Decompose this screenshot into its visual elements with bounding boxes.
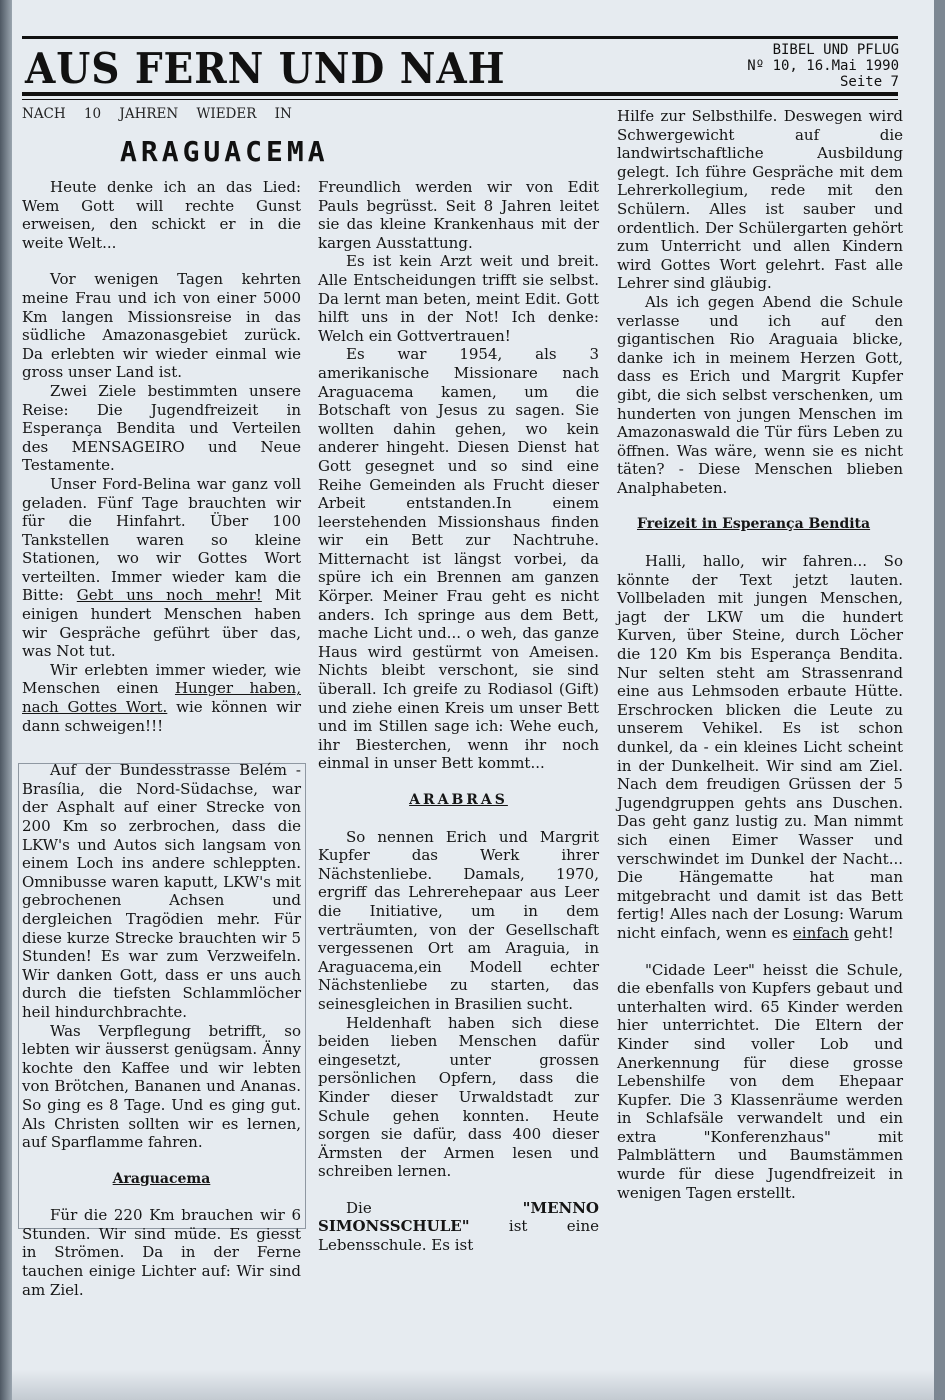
article-headline: ARAGUACEMA bbox=[120, 135, 329, 168]
paragraph: Freundlich werden wir von Edit Pauls begrüsst. Seit 8 Jahren leitet sie das kleine Krankenhaus mit der kargen Ausstattung. bbox=[318, 178, 599, 252]
paragraph: Die "MENNO SIMONSSCHULE" ist eine Lebensschule. Es ist bbox=[318, 1198, 599, 1255]
paragraph: Hilfe zur Selbsthilfe. Deswegen wird Schwergewicht auf die landwirtschaftliche Ausbildung gelegt. Ich führe Gespräche mit dem Lehrerkollegium, rede mit den Schülern. Alles ist sauber und ordentlich. Der Schülergarten gehört zum Unterricht und allen Kindern wird Gottes Wort gelehrt. Fast alle Lehrer sind gläubig. bbox=[617, 107, 903, 293]
paragraph: Was Verpflegung betrifft, so lebten wir äusserst genügsam. Änny kochte den Kaffee und wir lebten von Brötchen, Bananen und Ananas. So ging es 8 Tage. Und es ging gut. Als Christen sollten wir es lernen, auf Sparflamme fahren. bbox=[22, 1021, 301, 1152]
publication-name: BIBEL UND PFLUG bbox=[772, 42, 899, 58]
page-bottom-shadow bbox=[12, 1370, 934, 1400]
paragraph: Wir erlebten immer wieder, wie Menschen einen Hunger haben, nach Gottes Wort. wie können wir dann schweigen!!! bbox=[22, 660, 302, 735]
issue-info: Nº 10, 16.Mai 1990 bbox=[747, 58, 899, 74]
page-number: Seite 7 bbox=[839, 74, 899, 90]
article-column-2 bbox=[318, 178, 599, 1255]
article-column-3 bbox=[617, 107, 903, 1202]
subheading-arabras: ARABRAS bbox=[409, 792, 508, 808]
paragraph: Es war 1954, als 3 amerikanische Missionare nach Araguacema kamen, um die Botschaft von Jesus zu sagen. Sie wollten dahin gehen, wo kein anderer hingeht. Diesen Dienst hat Gott gesegnet und so sind eine Reihe Gemeinden als Frucht dieser Arbeit entstanden.In einem leerstehenden Missionshaus finden wir ein Bett zur Nachtruhe. Mitternacht ist längst vorbei, da spüre ich ein Brennen am ganzen Körper. Meiner Frau geht es nicht anders. Ich springe aus dem Bett, mache Licht und... o weh, das ganze Haus wird gestürmt von Ameisen. Nichts bleibt verschont, sie sind überall. Ich greife zu Rodiasol (Gift) und ziehe einen Kreis um unser Bett und im Stillen sage ich: Wehe euch, ihr Biesterchen, wenn ihr noch einmal in unser Bett kommt... bbox=[318, 345, 599, 773]
paragraph: So nennen Erich und Margrit Kupfer das Werk ihrer Nächstenliebe. Damals, 1970, ergriff das Lehrerehepaar aus Leer die Initiative, um in dem verträumten, von der Gesellschaft vergessenen Ort am Araguia, in Araguacema,ein Modell echter Nächstenliebe zu starten, das seinesgleichen in Brasilien sucht. bbox=[318, 827, 599, 1013]
paragraph: Heldenhaft haben sich diese beiden lieben Menschen dafür eingesetzt, unter grossen persönlichen Opfern, dass die Kinder dieser Urwaldstadt zur Schule gehen konnten. Heute sorgen sie dafür, dass 400 dieser Ärmsten der Armen lesen und schreiben lernen. bbox=[318, 1013, 599, 1181]
article-kicker: NACH 10 JAHREN WIEDER IN bbox=[22, 106, 292, 122]
paragraph: Unser Ford-Belina war ganz voll geladen. Fünf Tage brauchten wir für die Hinfahrt. Über 100 Tankstellen waren so kleine Stationen, wo wir Gottes Wort verteilten. Immer wieder kam die Bitte: Gebt uns noch mehr! Mit einigen hundert Menschen haben wir Gespräche geführt über das, was Not tut. bbox=[22, 474, 301, 661]
subheading-freizeit: Freizeit in Esperança Bendita bbox=[637, 516, 871, 533]
subheading-araguacema: Araguacema bbox=[112, 1170, 211, 1187]
masthead-title: AUS FERN UND NAH bbox=[25, 44, 506, 93]
paragraph: Vor wenigen Tagen kehrten meine Frau und ich von einer 5000 Km langen Missionsreise in das südliche Amazonasgebiet zurück. Da erlebten wir wieder einmal wie gross unser Land ist. bbox=[22, 270, 301, 382]
header-rule-thin bbox=[22, 99, 898, 100]
binding-strip bbox=[0, 0, 12, 1400]
paragraph: Halli, hallo, wir fahren... So könnte der Text jetzt lauten. Vollbeladen mit jungen Menschen, jagt der LKW um die hundert Kurven, über Steine, durch Löcher die 120 Km bis Esperança Bendita. Nur selten steht am Strassenrand eine aus Lehmsoden erbaute Hütte. Erschrocken blicken die Leute zu unserem Vehikel. Es ist schon dunkel, da - ein kleines Licht scheint in der Dunkelheit. Wir sind am Ziel. Nach dem freudigen Grüssen der 5 Jugendgruppen gehts ans Duschen. Das geht ganz lustig zu. Man nimmt sich einen Eimer Wasser und verschwindet im Dunkel der Nacht... Die Hängematte hat man mitgebracht und damit ist das Bett fertig! Alles nach der Losung: Warum nicht einfach, wenn es einfach geht! bbox=[617, 552, 903, 942]
top-rule bbox=[22, 36, 898, 39]
article-column-1 bbox=[22, 178, 301, 1299]
paragraph: Es ist kein Arzt weit und breit. Alle Entscheidungen trifft sie selbst. Da lernt man beten, meint Edit. Gott hilft uns in der Not! Ich denke: Welch ein Gottvertrauen! bbox=[318, 252, 599, 345]
paragraph: Zwei Ziele bestimmten unsere Reise: Die Jugendfreizeit in Esperança Bendita und Verteilen des MENSAGEIRO und Neue Testamente. bbox=[22, 381, 301, 475]
paragraph: Als ich gegen Abend die Schule verlasse und ich auf den gigantischen Rio Araguaia blicke, danke ich in meinem Herzen Gott, dass es Erich und Margrit Kupfer gibt, die sich selbst verschenken, um hunderten von jungen Menschen im Amazonaswald die Tür fürs Leben zu öffnen. Was wäre, wenn sie es nicht täten? - Diese Menschen blieben Analphabeten. bbox=[617, 292, 903, 497]
paragraph: Auf der Bundesstrasse Belém - Brasília, die Nord-Südachse, war der Asphalt auf einer Strecke von 200 Km so zerbrochen, dass die LKW's und Autos sich langsam von einem Loch ins andere schleppten. Omnibusse waren kaputt, LKW's mit gebrochenen Achsen und dergleichen Tragödien mehr. Für diese kurze Strecke brauchten wir 5 Stunden! Es war zum Verzweifeln. Wir danken Gott, dass er uns auch durch die tiefsten Schlammlöcher heil hindurchbrachte. bbox=[22, 761, 301, 1021]
paragraph: Heute denke ich an das Lied: Wem Gott will rechte Gunst erweisen, den schickt er in die weite Welt... bbox=[22, 178, 301, 252]
paragraph: "Cidade Leer" heisst die Schule, die ebenfalls von Kupfers gebaut und unterhalten wird. 65 Kinder werden hier unterrichtet. Die Eltern der Kinder sind voller Lob und Anerkennung für diese grosse Lebenshilfe von dem Ehepaar Kupfer. Die 3 Klassenräume werden in Schlafsäle verwandelt und ein extra "Konferenzhaus" mit Palmblättern und Baumstämmen wurde für diese Jugendfreizeit in wenigen Tagen erstellt. bbox=[617, 960, 903, 1202]
paragraph: Für die 220 Km brauchen wir 6 Stunden. Wir sind müde. Es giesst in Strömen. Da in der Ferne tauchen einige Lichter auf: Wir sind am Ziel. bbox=[22, 1206, 301, 1299]
